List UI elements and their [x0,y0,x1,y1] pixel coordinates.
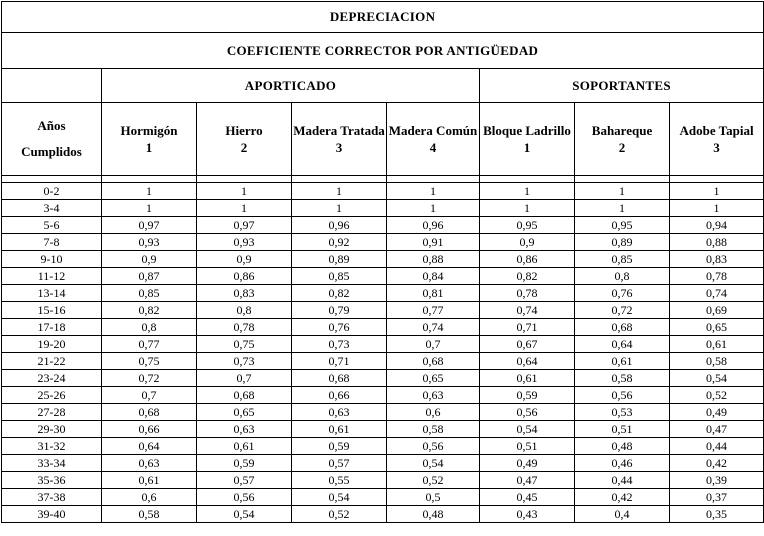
coefficient-cell: 0,85 [575,251,670,268]
coefficient-cell: 0,6 [102,489,197,506]
column-header-number: 1 [145,140,153,155]
coefficient-cell: 0,59 [480,387,575,404]
coefficient-cell: 0,81 [387,285,480,302]
coefficient-cell: 0,49 [480,455,575,472]
coefficient-cell: 0,94 [670,217,764,234]
coefficient-cell: 0,57 [197,472,292,489]
gap-cell [387,176,480,183]
coefficient-cell: 0,51 [480,438,575,455]
coefficient-cell: 0,66 [102,421,197,438]
coefficient-cell: 0,58 [670,353,764,370]
coefficient-cell: 0,86 [197,268,292,285]
coefficient-cell: 0,54 [197,506,292,523]
coefficient-cell: 0,35 [670,506,764,523]
coefficient-cell: 0,97 [102,217,197,234]
column-header-label: Madera Tratada [293,123,385,138]
coefficient-cell: 0,59 [197,455,292,472]
coefficient-cell: 0,9 [480,234,575,251]
coefficient-cell: 0,42 [670,455,764,472]
years-cell: 27-28 [2,404,102,421]
coefficient-cell: 1 [670,200,764,217]
coefficient-cell: 1 [102,200,197,217]
coefficient-cell: 0,69 [670,302,764,319]
table-row [2,421,764,438]
coefficient-cell: 1 [387,183,480,200]
coefficient-cell: 1 [387,200,480,217]
column-header-number: 2 [240,140,248,155]
table-row [2,183,764,200]
coefficient-cell: 0,75 [197,336,292,353]
coefficient-cell: 0,63 [102,455,197,472]
coefficient-cell: 0,47 [480,472,575,489]
coefficient-cell: 0,96 [292,217,387,234]
column-header-number: 1 [523,140,531,155]
years-header [2,103,102,176]
column-header-label: Bloque Ladrillo [483,123,571,138]
coefficient-cell: 0,68 [197,387,292,404]
coefficient-cell: 0,49 [670,404,764,421]
coefficient-cell: 1 [480,183,575,200]
coefficient-cell: 0,54 [670,370,764,387]
coefficient-cell: 0,68 [575,319,670,336]
years-cell: 29-30 [2,421,102,438]
gap-cell [670,176,764,183]
coefficient-cell: 0,9 [102,251,197,268]
coefficient-cell: 0,61 [102,472,197,489]
coefficient-cell: 0,48 [575,438,670,455]
coefficient-cell: 0,61 [670,336,764,353]
coefficient-cell: 0,95 [480,217,575,234]
coefficient-cell: 0,47 [670,421,764,438]
coefficient-cell: 0,77 [102,336,197,353]
coefficient-cell: 0,59 [292,438,387,455]
coefficient-cell: 0,8 [102,319,197,336]
gap-cell [575,176,670,183]
coefficient-cell: 0,68 [387,353,480,370]
coefficient-cell: 0,52 [292,506,387,523]
coefficient-cell: 0,73 [197,353,292,370]
column-header-label: Hormigón [120,123,178,138]
depreciation-table [1,1,764,523]
coefficient-cell: 0,75 [102,353,197,370]
coefficient-cell: 0,91 [387,234,480,251]
coefficient-cell: 0,57 [292,455,387,472]
column-header [292,103,387,176]
gap-cell [2,176,102,183]
table-row [2,234,764,251]
table-row [2,353,764,370]
gap-cell [197,176,292,183]
coefficient-cell: 0,61 [197,438,292,455]
coefficient-cell: 0,93 [197,234,292,251]
coefficient-cell: 0,67 [480,336,575,353]
column-header [387,103,480,176]
coefficient-cell: 0,82 [292,285,387,302]
coefficient-cell: 0,66 [292,387,387,404]
years-cell: 0-2 [2,183,102,200]
coefficient-cell: 0,68 [102,404,197,421]
coefficient-cell: 0,78 [480,285,575,302]
column-header-label: Bahareque [591,123,653,138]
years-cell: 9-10 [2,251,102,268]
coefficient-cell: 0,89 [575,234,670,251]
coefficient-cell: 0,56 [480,404,575,421]
column-header [670,103,764,176]
column-header-number: 4 [429,140,437,155]
coefficient-cell: 0,8 [197,302,292,319]
coefficient-cell: 0,71 [480,319,575,336]
coefficient-cell: 0,85 [292,268,387,285]
coefficient-cell: 0,44 [670,438,764,455]
column-header-number: 3 [713,140,720,155]
coefficient-cell: 0,92 [292,234,387,251]
table-row [2,472,764,489]
years-header-line2: Cumplidos [21,144,82,159]
column-header-number: 3 [335,140,343,155]
table-row [2,387,764,404]
table-row [2,404,764,421]
table-row [2,251,764,268]
column-header-number: 2 [618,140,626,155]
group-aporticado: APORTICADO [102,69,480,103]
coefficient-cell: 0,65 [670,319,764,336]
coefficient-cell: 0,76 [575,285,670,302]
coefficient-cell: 1 [197,200,292,217]
coefficient-cell: 0,43 [480,506,575,523]
coefficient-cell: 1 [575,183,670,200]
coefficient-cell: 0,86 [480,251,575,268]
group-spacer [2,69,102,103]
coefficient-cell: 0,48 [387,506,480,523]
coefficient-cell: 0,61 [575,353,670,370]
coefficient-cell: 0,65 [387,370,480,387]
years-cell: 15-16 [2,302,102,319]
coefficient-cell: 0,61 [292,421,387,438]
column-header [575,103,670,176]
column-header [480,103,575,176]
years-cell: 33-34 [2,455,102,472]
column-header-label: Hierro [225,123,263,138]
coefficient-cell: 0,63 [197,421,292,438]
coefficient-cell: 0,82 [102,302,197,319]
coefficient-cell: 0,37 [670,489,764,506]
column-header-label: Adobe Tapial [679,123,754,138]
gap-cell [292,176,387,183]
coefficient-cell: 0,64 [575,336,670,353]
coefficient-cell: 0,53 [575,404,670,421]
coefficient-cell: 0,65 [197,404,292,421]
coefficient-cell: 0,64 [102,438,197,455]
coefficient-cell: 0,83 [197,285,292,302]
coefficient-cell: 0,61 [480,370,575,387]
coefficient-cell: 0,68 [292,370,387,387]
coefficient-cell: 0,84 [387,268,480,285]
coefficient-cell: 0,39 [670,472,764,489]
years-header-line1: Años [37,118,66,133]
coefficient-cell: 0,97 [197,217,292,234]
coefficient-cell: 0,73 [292,336,387,353]
coefficient-cell: 0,56 [575,387,670,404]
coefficient-cell: 0,54 [480,421,575,438]
table-row [2,438,764,455]
coefficient-cell: 0,88 [670,234,764,251]
coefficient-cell: 0,52 [387,472,480,489]
coefficient-cell: 0,7 [387,336,480,353]
years-cell: 7-8 [2,234,102,251]
years-cell: 23-24 [2,370,102,387]
coefficient-cell: 1 [102,183,197,200]
years-cell: 5-6 [2,217,102,234]
coefficient-cell: 0,79 [292,302,387,319]
group-soportantes: SOPORTANTES [480,69,764,103]
years-cell: 3-4 [2,200,102,217]
coefficient-cell: 0,6 [387,404,480,421]
table-row [2,217,764,234]
years-cell: 37-38 [2,489,102,506]
coefficient-cell: 0,7 [197,370,292,387]
coefficient-cell: 0,42 [575,489,670,506]
coefficient-cell: 0,95 [575,217,670,234]
table-row [2,370,764,387]
coefficient-cell: 0,9 [197,251,292,268]
table-row [2,489,764,506]
table-row [2,285,764,302]
coefficient-cell: 0,5 [387,489,480,506]
coefficient-cell: 0,56 [197,489,292,506]
years-cell: 19-20 [2,336,102,353]
coefficient-cell: 1 [670,183,764,200]
years-cell: 21-22 [2,353,102,370]
years-cell: 39-40 [2,506,102,523]
coefficient-cell: 0,74 [387,319,480,336]
column-header [102,103,197,176]
coefficient-cell: 0,96 [387,217,480,234]
coefficient-cell: 0,52 [670,387,764,404]
coefficient-cell: 0,56 [387,438,480,455]
coefficient-cell: 0,63 [292,404,387,421]
coefficient-cell: 0,85 [102,285,197,302]
years-cell: 31-32 [2,438,102,455]
table-row [2,455,764,472]
coefficient-cell: 0,76 [292,319,387,336]
table-row [2,302,764,319]
coefficient-cell: 0,58 [387,421,480,438]
table-row [2,336,764,353]
coefficient-cell: 0,44 [575,472,670,489]
coefficient-cell: 0,87 [102,268,197,285]
coefficient-cell: 0,74 [670,285,764,302]
years-cell: 13-14 [2,285,102,302]
coefficient-cell: 0,54 [292,489,387,506]
coefficient-cell: 0,58 [102,506,197,523]
table-row [2,319,764,336]
coefficient-cell: 0,63 [387,387,480,404]
coefficient-cell: 0,45 [480,489,575,506]
years-cell: 35-36 [2,472,102,489]
coefficient-cell: 0,78 [670,268,764,285]
table-subtitle: COEFICIENTE CORRECTOR POR ANTIGÜEDAD [2,33,764,69]
coefficient-cell: 0,4 [575,506,670,523]
coefficient-cell: 0,78 [197,319,292,336]
years-cell: 17-18 [2,319,102,336]
table-row [2,268,764,285]
coefficient-cell: 0,83 [670,251,764,268]
coefficient-cell: 1 [197,183,292,200]
coefficient-cell: 1 [480,200,575,217]
coefficient-cell: 0,77 [387,302,480,319]
coefficient-cell: 0,64 [480,353,575,370]
coefficient-cell: 0,7 [102,387,197,404]
coefficient-cell: 0,89 [292,251,387,268]
table-row [2,200,764,217]
coefficient-cell: 0,71 [292,353,387,370]
coefficient-cell: 0,93 [102,234,197,251]
gap-cell [480,176,575,183]
coefficient-cell: 0,8 [575,268,670,285]
coefficient-cell: 0,72 [575,302,670,319]
table-row [2,506,764,523]
gap-cell [102,176,197,183]
column-header-label: Madera Común [388,123,478,138]
coefficient-cell: 0,88 [387,251,480,268]
coefficient-cell: 0,82 [480,268,575,285]
coefficient-cell: 1 [292,200,387,217]
coefficient-cell: 0,58 [575,370,670,387]
coefficient-cell: 1 [575,200,670,217]
coefficient-cell: 0,54 [387,455,480,472]
column-header [197,103,292,176]
years-cell: 11-12 [2,268,102,285]
coefficient-cell: 0,72 [102,370,197,387]
coefficient-cell: 0,46 [575,455,670,472]
coefficient-cell: 1 [292,183,387,200]
table-title: DEPRECIACION [2,2,764,33]
coefficient-cell: 0,74 [480,302,575,319]
years-cell: 25-26 [2,387,102,404]
coefficient-cell: 0,51 [575,421,670,438]
coefficient-cell: 0,55 [292,472,387,489]
